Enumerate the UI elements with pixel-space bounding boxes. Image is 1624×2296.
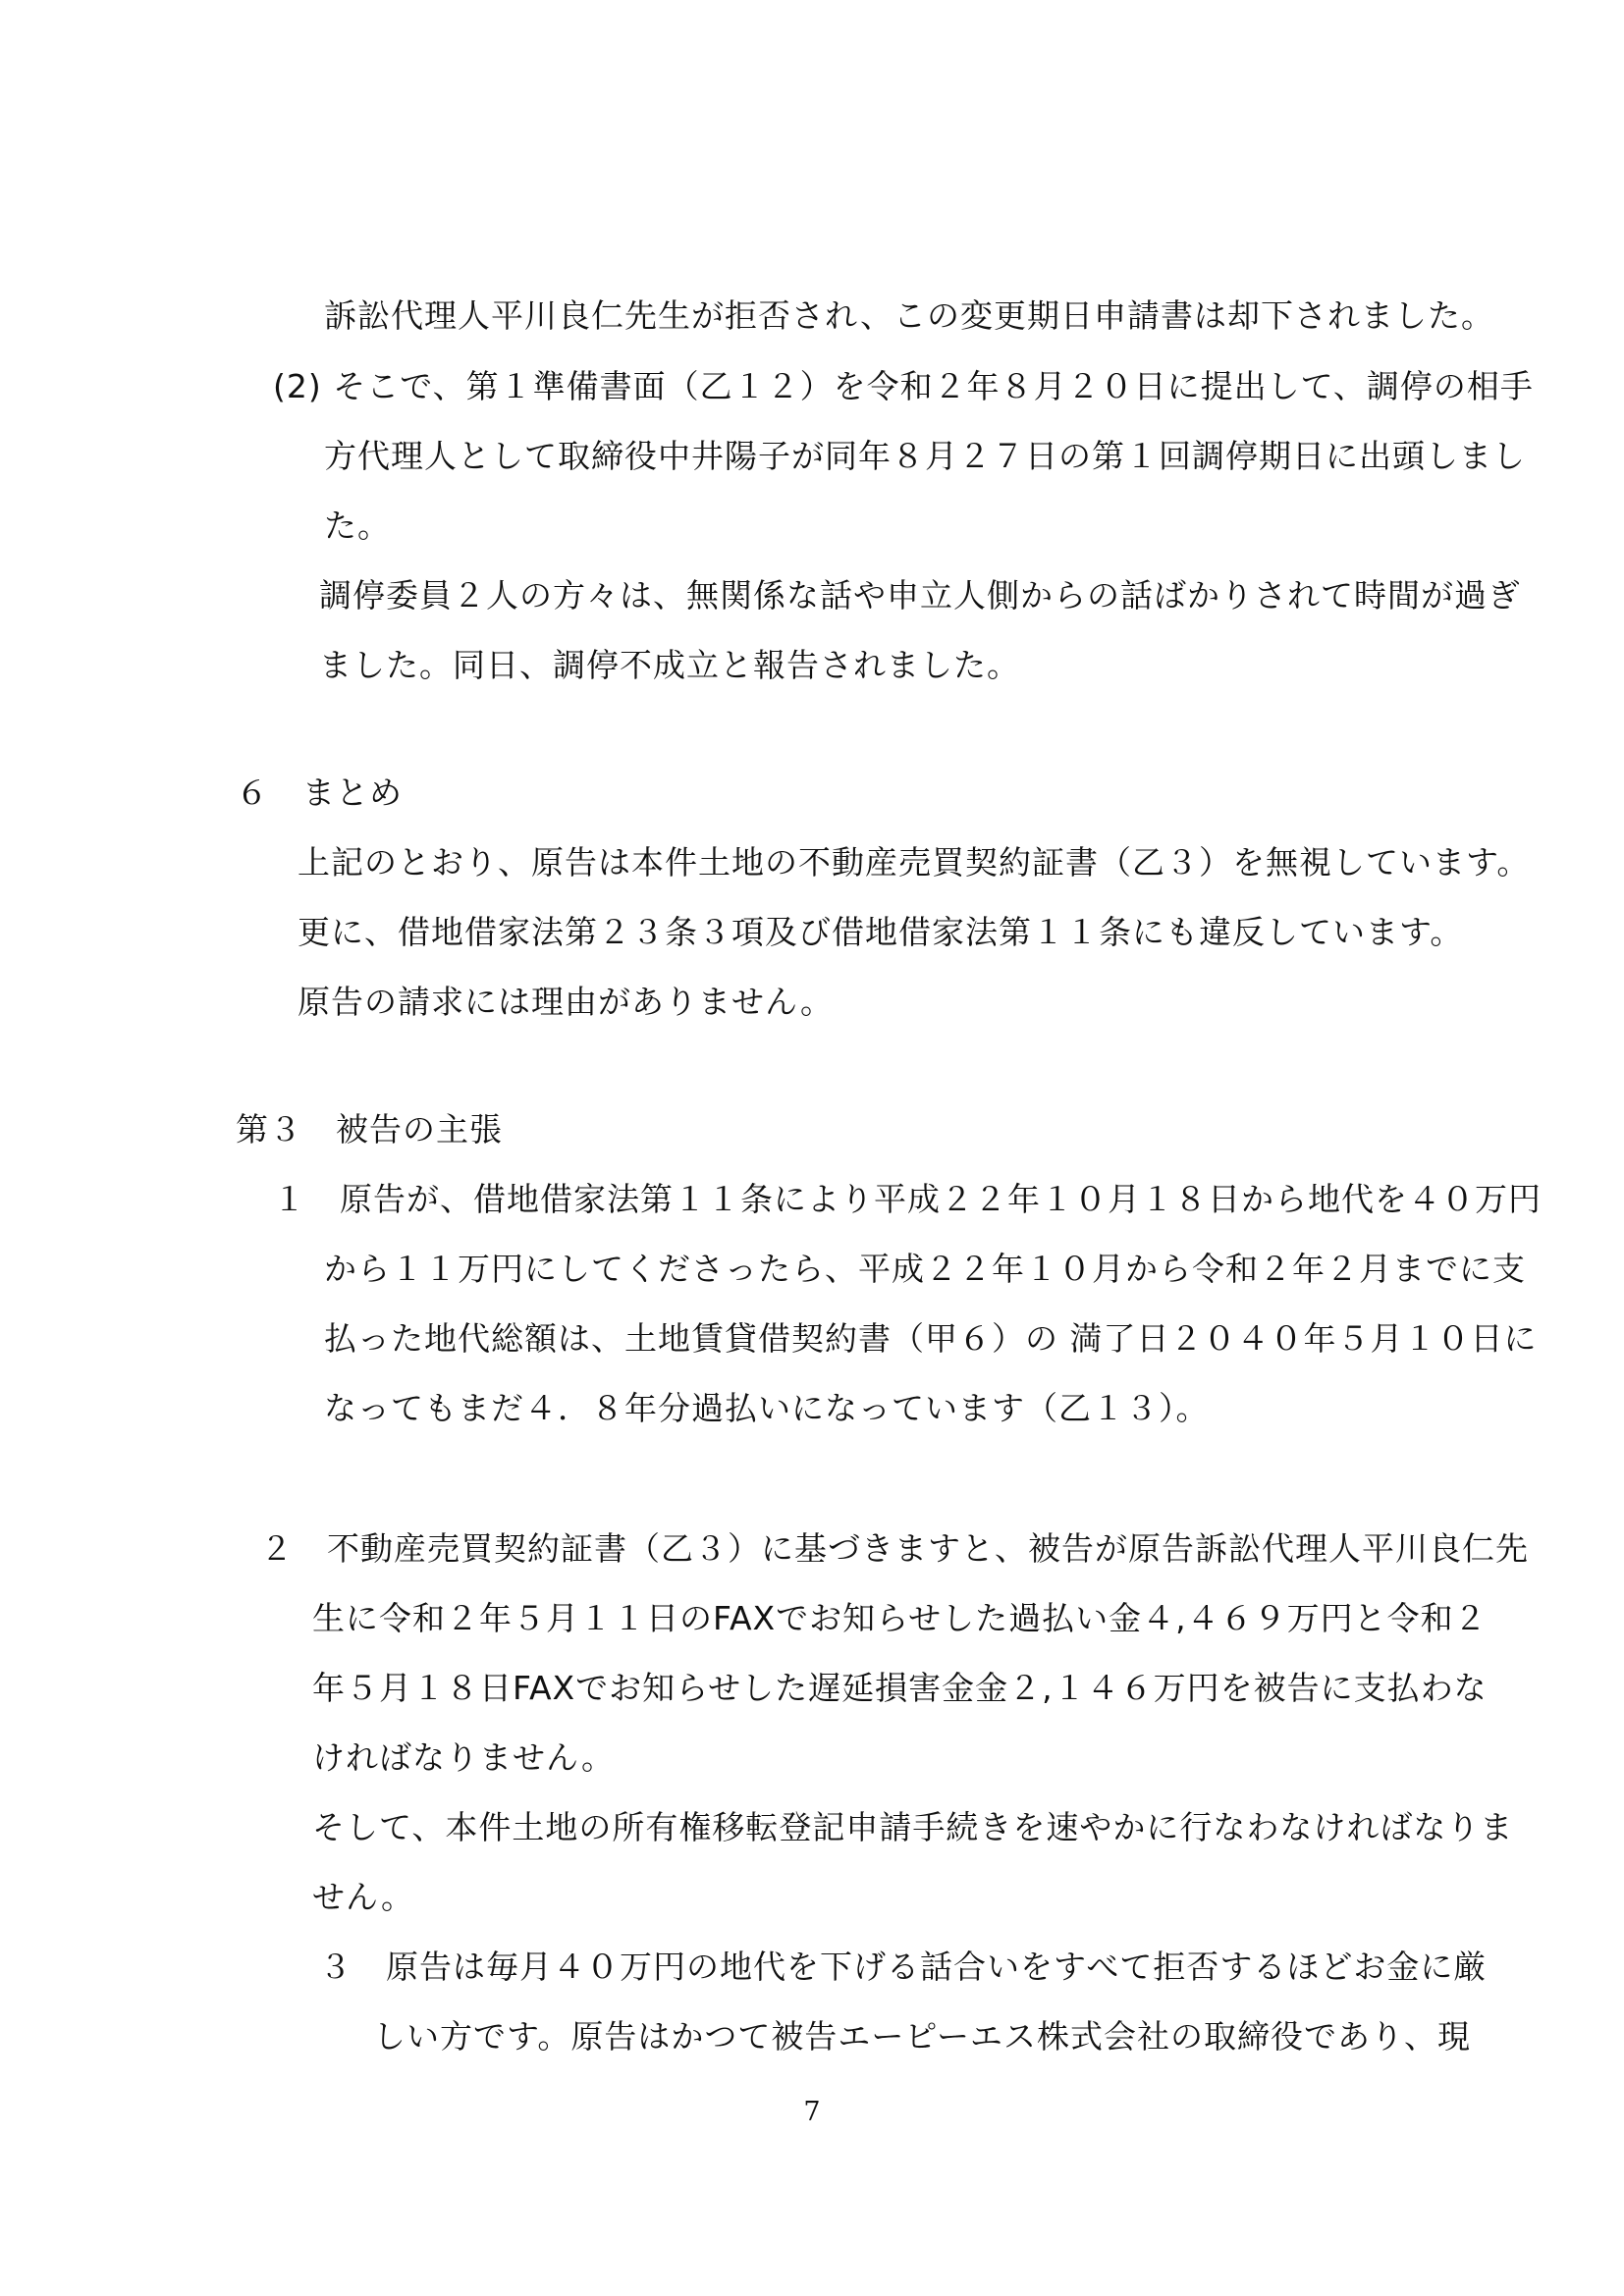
text-line: た。: [324, 507, 391, 545]
text-line: 生に令和２年５月１１日のFAXでお知らせした過払い金４,４６９万円と令和２: [312, 1599, 1488, 1637]
text-line: ２ 不動産売買契約証書（乙３）に基づきますと、被告が原告訴訟代理人平川良仁先: [260, 1529, 1529, 1568]
page-number: 7: [803, 2097, 821, 2127]
text-line: そして、本件土地の所有権移転登記申請手続きを速やかに行なわなければなりま: [312, 1808, 1514, 1846]
text-line: 調停委員２人の方々は、無関係な話や申立人側からの話ばかりされて時間が過ぎ: [319, 576, 1521, 614]
chapter-heading: 第３ 被告の主張: [236, 1110, 503, 1148]
text-line: から１１万円にしてくださったら、平成２２年１０月から令和２年２月までに支: [324, 1250, 1526, 1288]
text-line: ました。同日、調停不成立と報告されました。: [319, 646, 1020, 684]
text-line: なってもまだ４．８年分過払いになっています（乙１３）。: [324, 1389, 1210, 1427]
section-heading: ６ まとめ: [236, 774, 403, 812]
text-line: 原告の請求には理由がありません。: [298, 983, 834, 1021]
text-line: 更に、借地借家法第２３条３項及び借地借家法第１１条にも違反しています。: [298, 913, 1464, 951]
text-line: 方代理人として取締役中井陽子が同年８月２７日の第１回調停期日に出頭しまし: [324, 437, 1526, 475]
text-line: せん。: [312, 1878, 414, 1916]
text-line: 訴訟代理人平川良仁先生が拒否され、この変更期日申請書は却下されました。: [324, 296, 1494, 335]
text-line: しい方です。原告はかつて被告エーピーエス株式会社の取締役であり、現: [373, 2017, 1472, 2056]
text-line: ３ 原告は毎月４０万円の地代を下げる話合いをすべて拒否するほどお金に厳: [319, 1948, 1488, 1986]
text-line: ければなりません。: [312, 1738, 615, 1777]
text-line: 上記のとおり、原告は本件土地の不動産売買契約証書（乙３）を無視しています。: [298, 843, 1531, 881]
text-line: １ 原告が、借地借家法第１１条により平成２２年１０月１８日から地代を４０万円: [273, 1180, 1542, 1218]
text-line: (2) そこで、第１準備書面（乙１２）を令和２年８月２０日に提出して、調停の相手: [273, 367, 1534, 405]
text-line: 払った地代総額は、土地賃貸借契約書（甲６）の 満了日２０４０年５月１０日に: [324, 1319, 1538, 1358]
text-line: 年５月１８日FAXでお知らせした遅延損害金金２,１４６万円を被告に支払わな: [312, 1669, 1488, 1707]
